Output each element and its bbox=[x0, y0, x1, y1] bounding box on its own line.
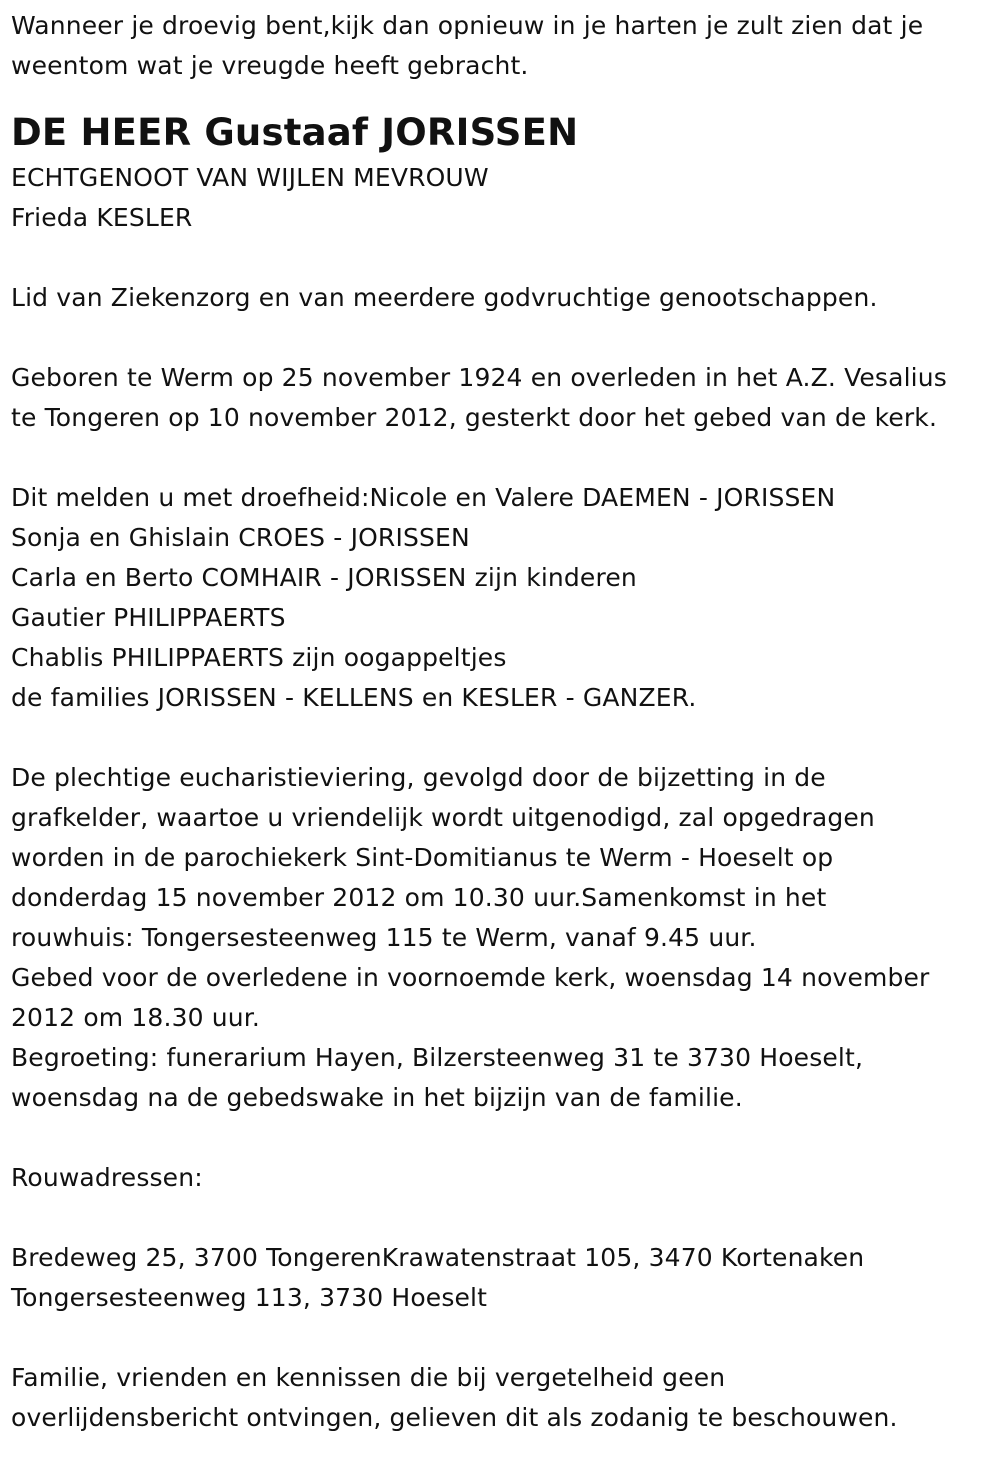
spacer bbox=[11, 1198, 989, 1238]
ceremony-line: Begroeting: funerarium Hayen, Bilzersteenweg 31 te 3730 Hoeselt, bbox=[11, 1043, 864, 1072]
spacer bbox=[11, 438, 989, 478]
address-line: Bredeweg 25, 3700 TongerenKrawatenstraat 105, 3470 Kortenaken bbox=[11, 1243, 865, 1272]
spacer bbox=[11, 1318, 989, 1358]
quote-line: Wanneer je droevig bent,kijk dan opnieuw in je harten je zult zien dat je bbox=[11, 11, 924, 40]
addresses-label: Rouwadressen: bbox=[11, 1163, 203, 1192]
deceased-name-heading: DE HEER Gustaaf JORISSEN bbox=[11, 111, 579, 154]
ceremony-line: rouwhuis: Tongersesteenweg 115 te Werm, vanaf 9.45 uur. bbox=[11, 923, 757, 952]
spacer bbox=[11, 86, 989, 98]
announcer-line: Gautier PHILIPPAERTS bbox=[11, 603, 286, 632]
spacer bbox=[11, 718, 989, 758]
ceremony-line: De plechtige eucharistieviering, gevolgd door de bijzetting in de bbox=[11, 763, 826, 792]
ceremony-block bbox=[11, 758, 989, 1118]
membership-text: Lid van Ziekenzorg en van meerdere godvruchtige genootschappen. bbox=[11, 283, 878, 312]
quote-line: weentom wat je vreugde heeft gebracht. bbox=[11, 51, 529, 80]
closing-block bbox=[11, 1358, 989, 1438]
spouse-block bbox=[11, 158, 989, 238]
spouse-title: ECHTGENOOT VAN WIJLEN MEVROUW bbox=[11, 163, 489, 192]
ceremony-line: 2012 om 18.30 uur. bbox=[11, 1003, 261, 1032]
birth-death-line: Geboren te Werm op 25 november 1924 en overleden in het A.Z. Vesalius bbox=[11, 363, 947, 392]
birth-death-line: te Tongeren op 10 november 2012, gesterkt door het gebed van de kerk. bbox=[11, 403, 938, 432]
announcers-block bbox=[11, 478, 989, 718]
addresses-block bbox=[11, 1238, 989, 1318]
quote-block bbox=[11, 6, 989, 86]
address-line: Tongersesteenweg 113, 3730 Hoeselt bbox=[11, 1283, 488, 1312]
birth-death-block bbox=[11, 358, 989, 438]
announcer-line: Carla en Berto COMHAIR - JORISSEN zijn kinderen bbox=[11, 563, 637, 592]
ceremony-line: grafkelder, waartoe u vriendelijk wordt uitgenodigd, zal opgedragen bbox=[11, 803, 875, 832]
spouse-name: Frieda KESLER bbox=[11, 203, 193, 232]
ceremony-line: worden in de parochiekerk Sint-Domitianus te Werm - Hoeselt op bbox=[11, 843, 834, 872]
spacer bbox=[11, 238, 989, 278]
announcer-line: Sonja en Ghislain CROES - JORISSEN bbox=[11, 523, 470, 552]
ceremony-line: donderdag 15 november 2012 om 10.30 uur.Samenkomst in het bbox=[11, 883, 827, 912]
ceremony-line: Gebed voor de overledene in voornoemde kerk, woensdag 14 november bbox=[11, 963, 930, 992]
announcer-line: Chablis PHILIPPAERTS zijn oogappeltjes bbox=[11, 643, 507, 672]
spacer bbox=[11, 1118, 989, 1158]
closing-line: Familie, vrienden en kennissen die bij vergetelheid geen bbox=[11, 1363, 726, 1392]
closing-line: overlijdensbericht ontvingen, gelieven dit als zodanig te beschouwen. bbox=[11, 1403, 898, 1432]
spacer bbox=[11, 318, 989, 358]
announcer-line: de families JORISSEN - KELLENS en KESLER - GANZER. bbox=[11, 683, 697, 712]
announcer-line: Dit melden u met droefheid:Nicole en Valere DAEMEN - JORISSEN bbox=[11, 483, 836, 512]
ceremony-line: woensdag na de gebedswake in het bijzijn van de familie. bbox=[11, 1083, 743, 1112]
